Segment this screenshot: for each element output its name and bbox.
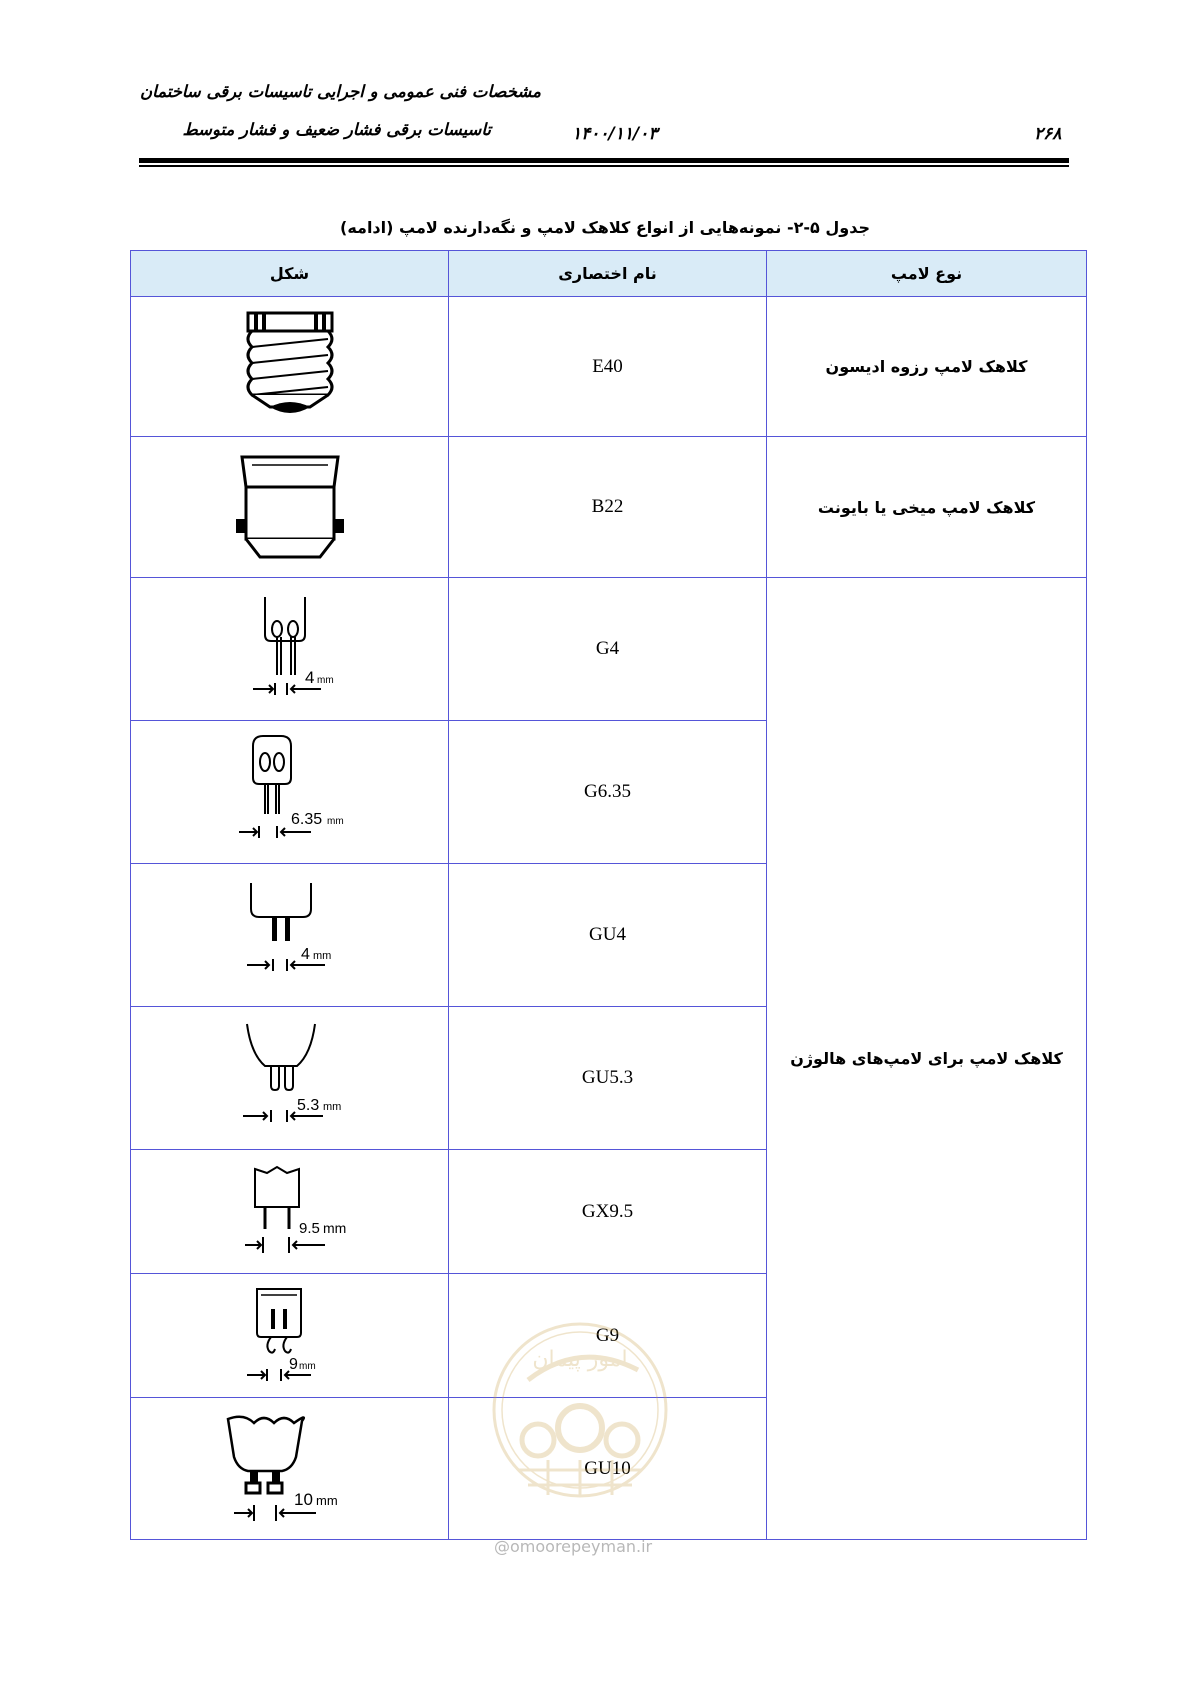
table-row xyxy=(131,578,1087,721)
watermark-site-text: omoorepeyman.ir xyxy=(510,1537,653,1556)
gu53-dimension: 5.3 xyxy=(296,1097,319,1114)
gu4-figure-cell xyxy=(131,864,449,1007)
table-caption: جدول ۵-۲- نمونه‌هایی از انواع کلاهک لامپ و نگه‌دارنده لامپ (ادامه) xyxy=(340,218,870,237)
gu10-dimension: 10 xyxy=(293,1489,313,1509)
gu4-dimension: 4 xyxy=(300,946,310,963)
b22-cap-icon xyxy=(230,447,350,567)
document-date: ۱۴۰۰/۱۱/۰۳ xyxy=(572,124,658,144)
page-number: ۲۶۸ xyxy=(1034,124,1062,144)
code-cell: GU5.3 xyxy=(449,1007,767,1150)
g9-dimension: 9 xyxy=(288,1355,298,1373)
header-rule-thin xyxy=(139,165,1069,167)
watermark-logo-text: امور پیمان xyxy=(532,1347,628,1372)
g635-dimension: 6.35 xyxy=(290,811,322,828)
watermark-logo xyxy=(488,1310,673,1520)
e40-cap-icon xyxy=(230,307,350,427)
g9-dimension-unit: mm xyxy=(298,1360,316,1372)
gu10-figure-cell xyxy=(131,1398,449,1540)
document-subtitle: تاسیسات برقی فشار ضعیف و فشار متوسط xyxy=(182,120,491,139)
document-title: مشخصات فنی عمومی و اجرایی تاسیسات برقی ساختمان xyxy=(140,82,541,101)
gx95-dimension: 9.5 xyxy=(298,1219,320,1237)
at-icon: @ xyxy=(494,1537,510,1556)
g9-figure-cell xyxy=(131,1274,449,1398)
gx95-cap-icon xyxy=(225,1157,355,1267)
type-cell-edison: کلاهک لامپ رزوه ادیسون xyxy=(767,297,1087,437)
table-header-row xyxy=(131,251,1087,297)
gx95-figure-cell xyxy=(131,1150,449,1274)
column-header-code: نام اختصاری xyxy=(449,251,767,297)
g4-dimension: 4 xyxy=(304,668,314,687)
g635-dimension-unit: mm xyxy=(326,816,344,827)
code-cell: G4 xyxy=(449,578,767,721)
code-cell: GX9.5 xyxy=(449,1150,767,1274)
column-header-type: نوع لامپ xyxy=(767,251,1087,297)
b22-figure-cell xyxy=(131,437,449,578)
code-cell: G6.35 xyxy=(449,721,767,864)
gu53-cap-icon xyxy=(225,1018,355,1138)
g635-figure-cell xyxy=(131,721,449,864)
type-cell-bayonet: کلاهک لامپ میخی یا بایونت xyxy=(767,437,1087,578)
code-cell: E40 xyxy=(449,297,767,437)
type-cell-halogen: کلاهک لامپ برای لامپ‌های هالوژن xyxy=(767,578,1087,1540)
g635-cap-icon xyxy=(225,732,355,852)
e40-figure-cell xyxy=(131,297,449,437)
code-cell: B22 xyxy=(449,437,767,578)
column-header-shape: شکل xyxy=(131,251,449,297)
code-cell: GU4 xyxy=(449,864,767,1007)
header-rule-thick xyxy=(139,158,1069,163)
g4-figure-cell xyxy=(131,578,449,721)
g9-cap-icon xyxy=(225,1281,355,1391)
code-cell: G9 xyxy=(449,1274,767,1398)
g4-dimension-unit: mm xyxy=(316,675,334,686)
gu10-dimension-unit: mm xyxy=(315,1492,338,1508)
code-cell: GU10 xyxy=(449,1398,767,1540)
g4-cap-icon xyxy=(225,589,355,709)
gu53-dimension-unit: mm xyxy=(322,1101,341,1113)
gx95-dimension-unit: mm xyxy=(322,1219,346,1236)
gu53-figure-cell xyxy=(131,1007,449,1150)
gu4-cap-icon xyxy=(225,875,355,995)
table-row xyxy=(131,437,1087,578)
gu10-cap-icon xyxy=(220,1409,360,1529)
gu4-dimension-unit: mm xyxy=(312,950,331,962)
table-row xyxy=(131,297,1087,437)
watermark-site xyxy=(494,1537,652,1556)
